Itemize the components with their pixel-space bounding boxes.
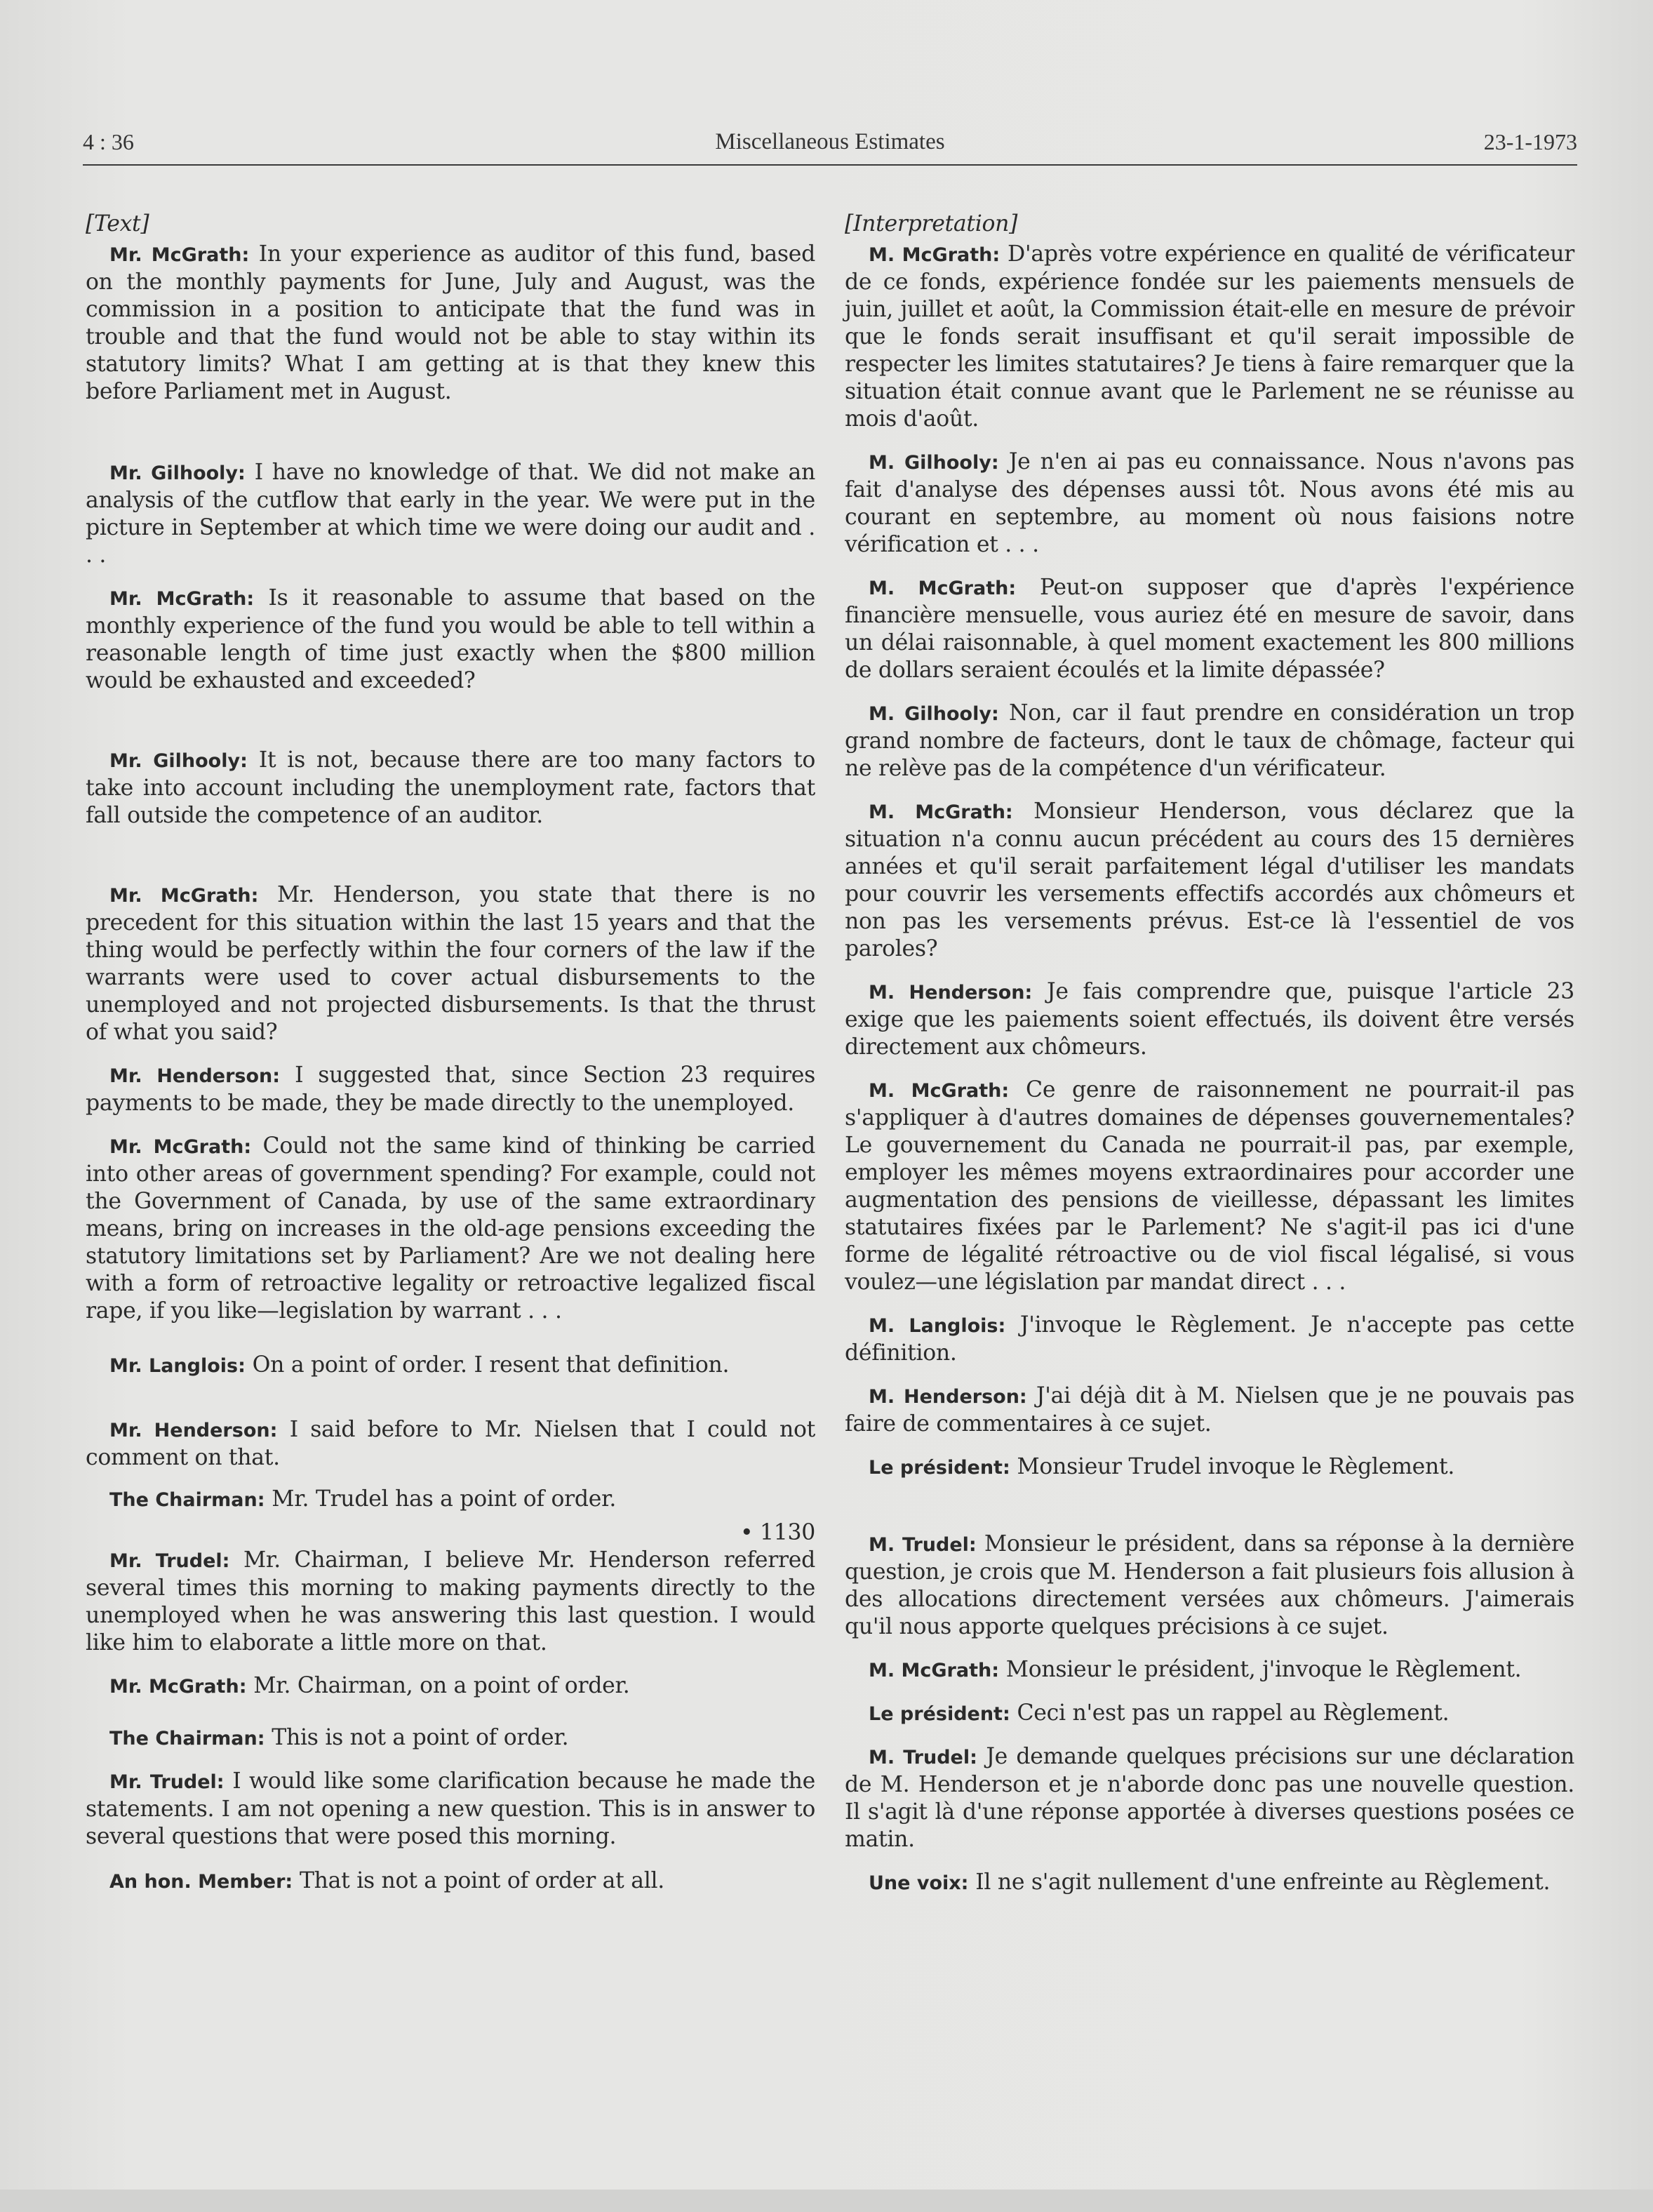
speaker-name: M. McGrath:: [869, 244, 1001, 266]
transcript-paragraph: [86, 1352, 815, 1380]
speaker-name: Mr. Henderson:: [109, 1420, 278, 1441]
transcript-paragraph: [86, 459, 815, 569]
speaker-name: Le président:: [869, 1703, 1010, 1725]
transcript-paragraph: [845, 1700, 1574, 1728]
speech-text: Mr. Chairman, I believe Mr. Henderson referred several times this morning to making payments directly to the unemployed when he was answering this last question. I would like him to elaborate a little more on that.: [86, 1547, 815, 1655]
speaker-name: Mr. McGrath:: [109, 244, 250, 266]
speaker-name: M. McGrath:: [869, 1080, 1010, 1102]
speaker-name: The Chairman:: [109, 1728, 265, 1750]
section-label-text: [Text]: [86, 211, 149, 236]
speaker-name: The Chairman:: [109, 1489, 265, 1511]
transcript-paragraph: [86, 747, 815, 830]
speech-text: Non, car il faut prendre en considération un trop grand nombre de facteurs, dont le taux de chômage, facteur qui ne relève pas de la compétence d'un vérificateur.: [845, 700, 1574, 781]
transcript-paragraph: [86, 1547, 815, 1657]
transcript-paragraph: [845, 1453, 1574, 1481]
speech-text: Mr. Chairman, on a point of order.: [246, 1673, 630, 1698]
speaker-name: Mr. Langlois:: [109, 1355, 246, 1377]
speaker-name: M. Henderson:: [869, 982, 1033, 1004]
transcript-paragraph: [86, 881, 815, 1046]
speech-text: Ceci n'est pas un rappel au Règlement.: [1010, 1700, 1450, 1726]
speech-text: J'ai déjà dit à M. Nielsen que je ne pouvais pas faire de commentaires à ce sujet.: [845, 1383, 1575, 1437]
running-title: Miscellaneous Estimates: [715, 129, 945, 154]
right-column: [845, 211, 1574, 1897]
speech-text: Il ne s'agit nullement d'une enfreinte au Règlement.: [968, 1870, 1551, 1895]
transcript-paragraph: [86, 1867, 815, 1895]
speech-text: I said before to Mr. Nielsen that I could not comment on that.: [86, 1417, 815, 1470]
speaker-name: An hon. Member:: [109, 1871, 293, 1893]
transcript-paragraph: [86, 1062, 815, 1117]
speaker-name: Le président:: [869, 1457, 1010, 1479]
speaker-name: M. Gilhooly:: [869, 452, 999, 474]
transcript-paragraph: [86, 1416, 815, 1472]
transcript-paragraph: [86, 1133, 815, 1325]
speaker-name: Mr. McGrath:: [109, 1136, 252, 1158]
speaker-name: M. Henderson:: [869, 1386, 1027, 1408]
speech-text: Je demande quelques précisions sur une déclaration de M. Henderson et je n'aborde donc pas une nouvelle question. Il s'agit là d'une réponse apportée à diverses questions posées ce matin.: [845, 1744, 1574, 1852]
speech-text: Je n'en ai pas eu connaissance. Nous n'avons pas fait d'analyse des dépenses aussi tôt. Nous avons été mis au courant en septembre, au moment où nous faisions notre vérification et . . .: [845, 449, 1575, 557]
speech-text: Monsieur Trudel invoque le Règlement.: [1010, 1454, 1455, 1479]
transcript-paragraph: [845, 574, 1574, 684]
time-marker: • 1130: [740, 1520, 815, 1545]
transcript-paragraph: [845, 978, 1574, 1061]
speaker-name: Mr. Trudel:: [109, 1550, 230, 1572]
transcript-paragraph: [86, 1486, 815, 1514]
page-number: 4 : 36: [83, 129, 134, 154]
transcript-paragraph: [86, 1768, 815, 1851]
speech-text: J'invoque le Règlement. Je n'accepte pas cette définition.: [845, 1312, 1574, 1366]
transcript-paragraph: [845, 241, 1574, 433]
transcript-paragraph: [845, 1531, 1574, 1641]
speaker-name: Mr. McGrath:: [109, 588, 255, 610]
page-date: 23-1-1973: [1483, 129, 1577, 154]
speaker-name: Mr. Trudel:: [109, 1771, 225, 1793]
speaker-name: Mr. McGrath:: [109, 1676, 247, 1698]
speech-text: Peut-on supposer que d'après l'expérience financière mensuelle, vous auriez été en mesure de savoir, dans un délai raisonnable, à quel moment exactement les 800 millions de dollars seraient écoulés et la limite dépassée?: [845, 575, 1574, 683]
speech-text: Monsieur Henderson, vous déclarez que la situation n'a connu aucun précédent au cours des 15 dernières années et qu'il serait parfaitement légal d'utiliser les mandats pour couvrir les versements effectifs accordés aux chômeurs et non pas les versements prévus. Est-ce là l'essentiel de vos paroles?: [845, 799, 1574, 961]
transcript-paragraph: [845, 1382, 1574, 1438]
transcript-paragraph: [845, 1312, 1574, 1367]
transcript-paragraph: [845, 1869, 1574, 1897]
transcript-paragraph: [845, 448, 1574, 559]
section-label-interpretation: [Interpretation]: [845, 211, 1018, 236]
speech-text: It is not, because there are too many factors to take into account including the unemployment rate, factors that fall outside the competence of an auditor.: [86, 747, 816, 828]
speaker-name: M. McGrath:: [869, 578, 1017, 599]
transcript-paragraph: [845, 798, 1574, 963]
transcript-paragraph: [86, 1672, 815, 1700]
speech-text: Mr. Trudel has a point of order.: [265, 1486, 617, 1512]
transcript-paragraph: [86, 585, 815, 695]
speech-text: Monsieur le président, dans sa réponse à la dernière question, je crois que M. Henderson a fait plusieurs fois allusion à des allocations directement versées aux chômeurs. J'aimerais qu'il nous apporte quelques précisions à ce sujet.: [845, 1531, 1574, 1639]
speaker-name: M. Trudel:: [869, 1534, 977, 1556]
speech-text: Is it reasonable to assume that based on the monthly experience of the fund you would be able to tell within a reasonable length of time just exactly when the $800 million would be exhausted and exceeded?: [86, 585, 815, 693]
speech-text: Mr. Henderson, you state that there is no precedent for this situation within the last 15 years and that the thing would be perfectly within the four corners of the law if the warrants were used to cover actual disbursements to the unemployed and not projected disbursements. Is that the thrust of what you said?: [86, 882, 815, 1045]
speech-text: That is not a point of order at all.: [293, 1868, 664, 1893]
transcript-paragraph: [845, 1077, 1574, 1296]
speech-text: On a point of order. I resent that definition.: [245, 1352, 730, 1378]
transcript-paragraph: [86, 1724, 815, 1752]
speech-text: In your experience as auditor of this fund, based on the monthly payments for June, July and August, was the commission in a position to anticipate that the fund was in trouble and that the fund would not be able to stay within its statutory limits? What I am getting at is that they knew this before Parliament met in August.: [86, 241, 815, 404]
transcript-paragraph: [845, 1743, 1574, 1853]
page-header: [83, 124, 1577, 166]
left-column: [86, 211, 815, 1895]
speaker-name: Mr. Henderson:: [109, 1065, 281, 1087]
transcript-paragraph: [86, 241, 815, 406]
speaker-name: Mr. Gilhooly:: [109, 462, 246, 484]
speech-text: I suggested that, since Section 23 requires payments to be made, they be made directly to the unemployed.: [86, 1062, 815, 1116]
speech-text: This is not a point of order.: [265, 1725, 569, 1750]
speech-text: Monsieur le président, j'invoque le Règlement.: [999, 1657, 1522, 1682]
speech-text: D'après votre expérience en qualité de vérificateur de ce fonds, expérience fondée sur les paiements mensuels de juin, juillet et août, la Commission était-elle en mesure de prévoir que le fonds serait insuffisant et qu'il serait impossible de respecter les limites statutaires? Je tiens à faire remarquer que la situation était connue avant que le Parlement ne se réunisse au mois d'août.: [845, 241, 1574, 432]
speaker-name: M. Langlois:: [869, 1315, 1006, 1337]
speaker-name: M. Trudel:: [869, 1747, 977, 1768]
speaker-name: Mr. Gilhooly:: [109, 750, 248, 772]
transcript-paragraph: [845, 700, 1574, 782]
transcript-paragraph: [845, 1656, 1574, 1684]
page-bottom-edge: [0, 2190, 1653, 2212]
speaker-name: Une voix:: [869, 1872, 969, 1894]
speech-text: Ce genre de raisonnement ne pourrait-il pas s'appliquer à d'autres domaines de dépenses gouvernementales? Le gouvernement du Canada ne pourrait-il pas, par exemple, employer les mêmes moyens extraordinaires pour accorder une augmentation des pensions de vieillesse, dépassant les limites statutaires fixées par le Parlement? Ne s'agit-il pas ici d'une forme de légalité rétroactive ou de viol fiscal légalisé, si vous voulez—une législation par mandat direct . . .: [845, 1077, 1574, 1295]
speech-text: Could not the same kind of thinking be carried into other areas of government spending? For example, could not the Government of Canada, by use of the same extraordinary means, bring on increases in the old-age pensions exceeding the statutory limitations set by Parliament? Are we not dealing here with a form of retroactive legality or retroactive legalized fiscal rape, if you like—legislation by warrant . . .: [86, 1133, 815, 1324]
speech-text: I would like some clarification because he made the statements. I am not opening a new question. This is in answer to several questions that were posed this morning.: [86, 1768, 816, 1849]
speaker-name: M. Gilhooly:: [869, 703, 999, 725]
speaker-name: M. McGrath:: [869, 801, 1013, 823]
speaker-name: M. McGrath:: [869, 1660, 1000, 1681]
speaker-name: Mr. McGrath:: [109, 885, 259, 907]
speech-text: I have no knowledge of that. We did not make an analysis of the cutflow that early in the year. We were put in the picture in September at which time we were doing our audit and . . .: [86, 460, 815, 568]
speech-text: Je fais comprendre que, puisque l'article 23 exige que les paiements soient effectués, ils doivent être versés directement aux chômeurs.: [845, 979, 1574, 1060]
